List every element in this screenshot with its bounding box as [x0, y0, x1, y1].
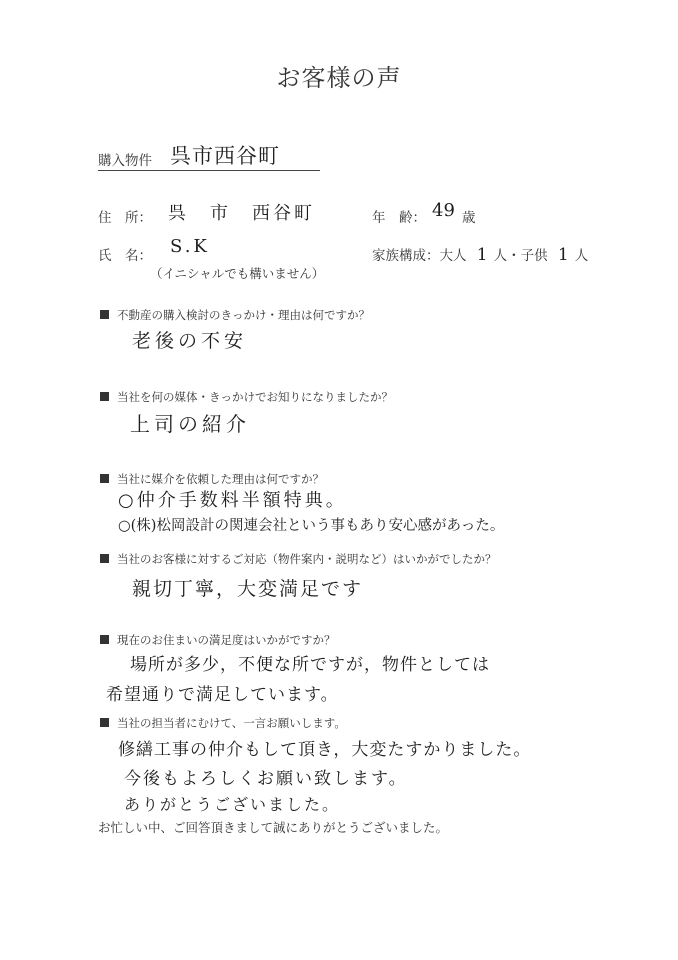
page-title: お客様の声	[276, 64, 402, 92]
bullet-square-icon	[100, 392, 109, 401]
name-value: S.K	[170, 236, 210, 257]
bullet-square-icon	[100, 474, 109, 483]
answer-1-line-1: 老後の不安	[132, 330, 248, 352]
answer-5-line-2: 希望通りで満足しています。	[106, 685, 339, 705]
question-1: 不動産の購入検討のきっかけ・理由は何ですか？	[100, 307, 370, 323]
family-label: 家族構成：	[372, 248, 440, 264]
question-3: 当社に媒介を依頼した理由は何ですか？	[100, 471, 324, 487]
answer-6-line-3: ありがとうございました。	[124, 795, 341, 814]
bullet-square-icon	[100, 554, 109, 563]
property-label: 購入物件	[98, 153, 152, 169]
answer-3-line-1: ○仲介手数料半額特典。	[118, 490, 347, 511]
family-unit: 人	[574, 248, 589, 264]
answer-6-line-1: 修繕工事の仲介もして頂き，大変たすかりました。	[118, 740, 532, 760]
address-value: 呉 市 西谷町	[168, 203, 315, 224]
closing-message: お忙しい中、ご回答頂きまして誠にありがとうございました。	[98, 820, 449, 835]
name-label: 氏 名：	[98, 248, 152, 264]
bullet-square-icon	[100, 635, 109, 644]
question-5: 現在のお住まいの満足度はいかがですか？	[100, 632, 336, 648]
family-separator: 人・子供	[493, 248, 548, 264]
property-value: 呉市西谷町	[170, 144, 280, 168]
address-label: 住 所：	[98, 210, 152, 226]
answer-4-line-1: 親切丁寧，大変満足です	[132, 578, 364, 600]
answer-6-line-2: 今後もよろしくお願い致します。	[124, 769, 408, 789]
name-hint: （イニシャルでも構いません）	[150, 266, 325, 281]
answer-3-line-2: ○(株)松岡設計の関連会社という事もあり安心感があった。	[118, 518, 505, 534]
question-4: 当社のお客様に対するご対応（物件案内・説明など）はいかがでしたか？	[100, 551, 497, 567]
question-2: 当社を何の媒体・きっかけでお知りになりましたか？	[100, 389, 393, 405]
bullet-square-icon	[100, 310, 109, 319]
bullet-square-icon	[100, 718, 109, 727]
family-children-value: 1	[557, 245, 569, 265]
family-adults-label: 大人	[439, 248, 467, 264]
answer-5-line-1: 場所が多少，不便な所ですが，物件としては	[130, 655, 490, 675]
property-row	[98, 140, 320, 171]
age-unit: 歳	[462, 210, 476, 226]
family-composition	[372, 244, 588, 265]
answer-2-line-1: 上司の紹介	[130, 412, 250, 436]
age-value: 49	[432, 200, 455, 221]
family-adults-value: 1	[476, 245, 488, 265]
age-label: 年 齢：	[372, 210, 426, 226]
question-6: 当社の担当者にむけて、一言お願いします。	[100, 715, 346, 731]
